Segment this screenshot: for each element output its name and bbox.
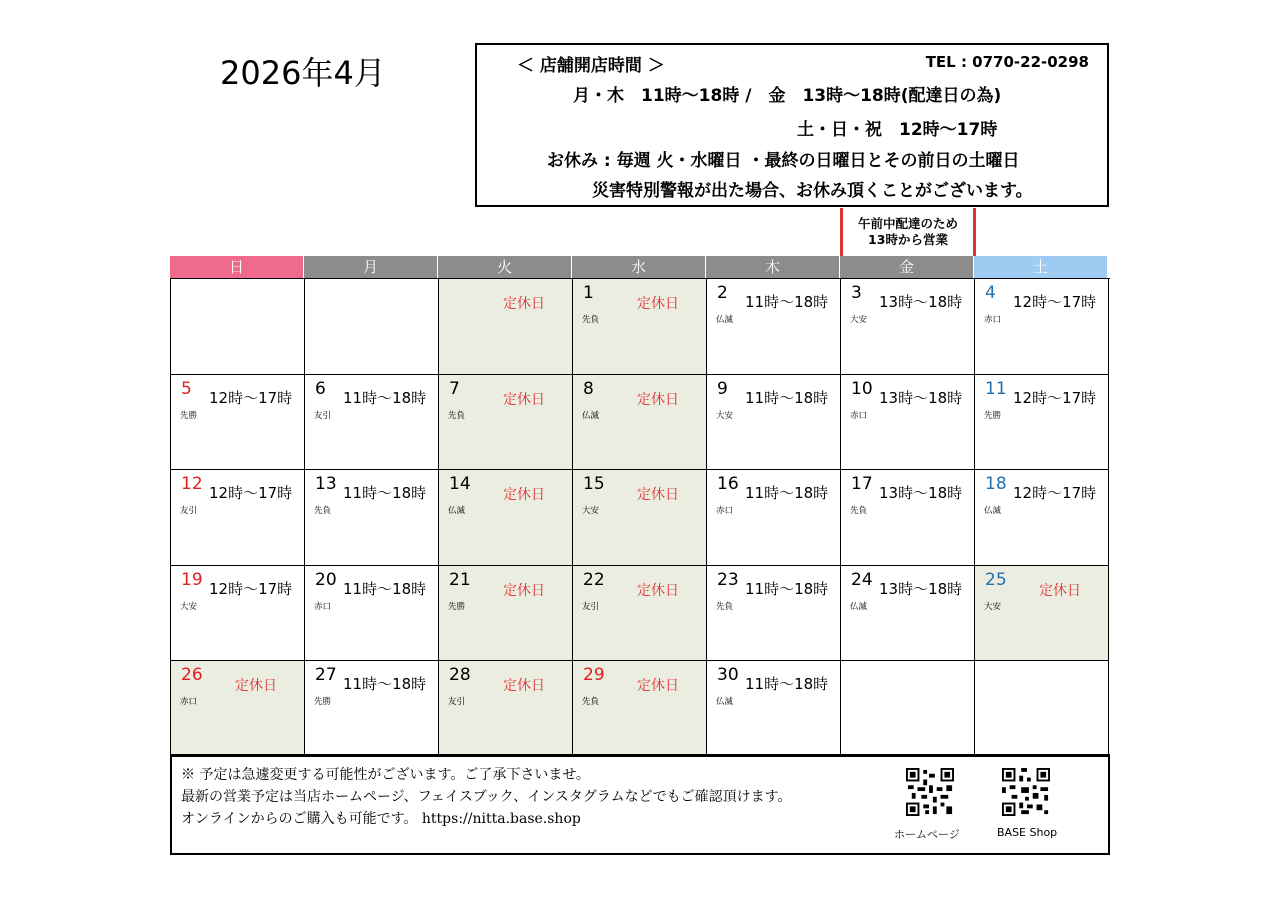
calendar-day-cell [171,375,305,471]
calendar-day-cell [975,470,1109,566]
calendar-day-cell [439,661,573,757]
calendar-day-cell [707,566,841,662]
calendar-day-cell [707,661,841,757]
calendar-day-cell [573,279,707,375]
rokuyo-label: 仏滅 [850,601,868,612]
note-line-2: 最新の営業予定は当店ホームページ、フェイスブック、インスタグラムなどでもご確認頂けます。 [181,789,792,805]
day-number: 21 [449,569,471,590]
calendar-week-row [171,279,1110,375]
calendar-week-row [171,566,1110,662]
calendar-day-cell [841,279,975,375]
weekday-header-6: 土 [974,256,1108,278]
closed-day-label: 定休日 [1039,582,1081,599]
opening-hours: 12時～17時 [1013,293,1097,311]
weekday-header-2: 火 [438,256,572,278]
weekday-header-0: 日 [170,256,304,278]
calendar-day-cell [305,661,439,757]
rokuyo-label: 先負 [448,410,466,421]
rokuyo-label: 大安 [850,315,868,325]
closed-day-label: 定休日 [637,678,679,695]
day-number: 29 [583,665,605,686]
opening-hours: 13時～18時 [879,484,963,503]
calendar-day-cell [439,279,573,375]
opening-hours: 13時～18時 [879,579,963,598]
calendar-day-cell [305,566,439,662]
notes-box [170,754,1110,855]
rokuyo-label: 先勝 [448,601,466,612]
closed-day-label: 定休日 [637,391,679,408]
calendar-day-cell [171,661,305,757]
calendar-day-cell [305,279,439,375]
day-number: 3 [851,283,862,303]
rokuyo-label: 先勝 [180,410,198,421]
rokuyo-label: 先負 [582,697,600,708]
base-shop-qr-label: BASE Shop [997,826,1058,839]
opening-hours: 11時～18時 [745,675,829,694]
closed-days-line: お休み : 毎週 火・水曜日 ・最終の日曜日とその前日の土曜日 [547,151,1020,171]
store-hours-box [475,43,1109,207]
rokuyo-label: 赤口 [850,410,868,421]
telephone-number: TEL : 0770-22-0298 [925,53,1089,71]
closed-day-label: 定休日 [503,678,545,695]
opening-hours: 12時～17時 [1013,388,1097,407]
opening-hours: 12時～17時 [209,484,293,503]
closed-day-label: 定休日 [503,487,545,504]
closed-day-label: 定休日 [637,296,679,312]
calendar-week-row [171,661,1110,757]
rokuyo-label: 先負 [314,506,332,517]
day-number: 13 [315,474,337,495]
homepage-qr-label: ホームページ [894,828,960,841]
rokuyo-label: 仏滅 [582,410,600,421]
rokuyo-label: 先勝 [984,410,1002,421]
day-number: 22 [583,569,605,590]
opening-hours: 12時～17時 [209,388,293,407]
calendar-day-cell [975,566,1109,662]
rokuyo-label: 仏滅 [716,315,734,325]
callout-line-2: 13時から営業 [868,232,948,247]
rokuyo-label: 赤口 [984,315,1002,325]
opening-hours: 11時～18時 [343,579,427,598]
callout-line-1: 午前中配達のため [857,216,958,231]
calendar-day-cell [707,279,841,375]
weekday-header-1: 月 [304,256,438,278]
calendar-day-cell [439,470,573,566]
calendar-day-cell [841,470,975,566]
calendar-day-cell [439,566,573,662]
calendar-day-cell [573,375,707,471]
day-number: 25 [985,569,1007,590]
day-number: 16 [717,474,739,495]
weekday-header-row [170,256,1110,278]
day-number: 24 [851,569,873,590]
note-line-3: オンラインからのご購入も可能です。 https://nitta.base.shop [181,811,581,827]
day-number: 19 [181,569,203,590]
opening-hours: 11時～18時 [745,579,829,598]
day-number: 30 [717,665,739,686]
calendar-day-cell [975,279,1109,375]
closed-day-label: 定休日 [235,678,277,695]
rokuyo-label: 先勝 [314,697,332,708]
calendar-day-cell [841,661,975,757]
opening-hours: 13時～18時 [879,293,963,311]
day-number: 5 [181,378,192,399]
calendar [170,256,1110,757]
page-title: 2026年4月 [220,54,386,92]
hours-weekday-line: 月・木 11時～18時 / 金 13時～18時(配達日の為) [573,86,1002,106]
day-number: 20 [315,569,337,590]
day-number: 27 [315,665,337,686]
rokuyo-label: 友引 [582,601,600,612]
calendar-day-cell [841,375,975,471]
calendar-day-cell [171,279,305,375]
rokuyo-label: 大安 [180,601,198,612]
hours-heading: ＜ 店舗開店時間 ＞ [517,56,665,76]
calendar-week-row [171,470,1110,566]
rokuyo-label: 友引 [448,697,466,708]
opening-hours: 11時～18時 [343,388,427,407]
base-shop-qr-code[interactable] [1002,768,1050,816]
calendar-day-cell [975,375,1109,471]
opening-hours: 11時～18時 [745,388,829,407]
day-number: 23 [717,569,739,590]
calendar-week-row [171,375,1110,471]
calendar-day-cell [841,566,975,662]
weekday-header-5: 金 [840,256,974,278]
calendar-day-cell [573,661,707,757]
closed-day-label: 定休日 [637,487,679,504]
day-number: 11 [985,378,1007,399]
opening-hours: 11時～18時 [343,675,427,694]
closed-day-label: 定休日 [503,582,545,599]
rokuyo-label: 友引 [314,410,332,421]
calendar-day-cell [439,375,573,471]
opening-hours: 11時～18時 [343,484,427,503]
opening-hours: 12時～17時 [1013,484,1097,503]
day-number: 17 [851,474,873,495]
rokuyo-label: 赤口 [716,506,734,517]
calendar-day-cell [975,661,1109,757]
rokuyo-label: 大安 [716,410,734,421]
opening-hours: 11時～18時 [745,484,829,503]
day-number: 28 [449,665,471,686]
day-number: 1 [583,283,594,303]
day-number: 8 [583,378,594,399]
rokuyo-label: 大安 [984,601,1002,612]
rokuyo-label: 大安 [582,506,600,517]
rokuyo-label: 仏滅 [448,506,466,517]
closed-day-label: 定休日 [637,582,679,599]
calendar-day-cell [171,566,305,662]
day-number: 26 [181,665,203,686]
rokuyo-label: 先負 [850,506,868,517]
opening-hours: 13時～18時 [879,388,963,407]
homepage-qr-code[interactable] [906,768,954,816]
closed-day-label: 定休日 [503,391,545,408]
rokuyo-label: 仏滅 [716,697,734,708]
calendar-day-cell [305,375,439,471]
day-number: 18 [985,474,1007,495]
rokuyo-label: 仏滅 [984,506,1002,517]
calendar-day-cell [305,470,439,566]
friday-callout [840,208,976,256]
weekday-header-3: 水 [572,256,706,278]
rokuyo-label: 赤口 [314,601,332,612]
day-number: 2 [717,283,728,303]
calendar-day-cell [171,470,305,566]
day-number: 7 [449,378,460,399]
day-number: 4 [985,283,996,303]
rokuyo-label: 先負 [716,601,734,612]
disaster-notice-line: 災害特別警報が出た場合、お休み頂くことがございます。 [592,181,1033,201]
calendar-day-cell [707,470,841,566]
day-number: 9 [717,378,728,399]
note-line-1: ※ 予定は急遽変更する可能性がございます。ご了承下さいませ。 [181,767,590,783]
opening-hours: 12時～17時 [209,579,293,598]
day-number: 12 [181,474,203,495]
calendar-day-cell [707,375,841,471]
rokuyo-label: 先負 [582,315,600,325]
calendar-grid [170,278,1110,757]
day-number: 6 [315,378,326,399]
day-number: 10 [851,378,873,399]
rokuyo-label: 友引 [180,506,198,517]
weekday-header-4: 木 [706,256,840,278]
opening-hours: 11時～18時 [745,293,829,311]
calendar-day-cell [573,566,707,662]
calendar-day-cell [573,470,707,566]
day-number: 14 [449,474,471,495]
closed-day-label: 定休日 [503,296,545,312]
day-number: 15 [583,474,605,495]
rokuyo-label: 赤口 [180,697,198,708]
hours-weekend-line: 土・日・祝 12時～17時 [797,120,998,140]
